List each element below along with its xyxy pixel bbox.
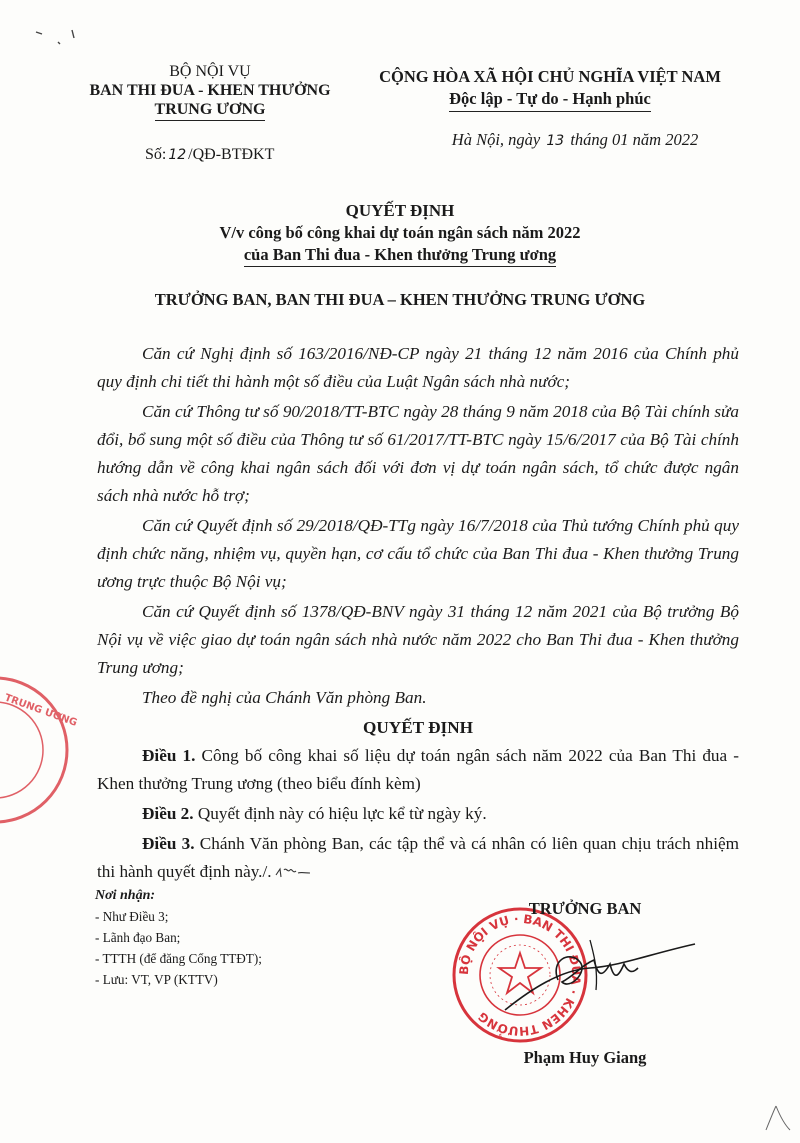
recipients-block: [95, 885, 415, 990]
article-text: Quyết định này có hiệu lực kể từ ngày ký.: [197, 804, 487, 823]
agency-name-line2: TRUNG ƯƠNG: [155, 100, 266, 121]
partial-stamp-icon: [0, 670, 80, 830]
article-label: Điều 1.: [142, 746, 196, 765]
list-item: - Như Điều 3;: [95, 909, 169, 924]
number-value: 12: [168, 147, 187, 163]
article: [97, 800, 739, 828]
signer-name: Phạm Huy Giang: [523, 1048, 647, 1067]
agency-name-line1: BAN THI ĐUA - KHEN THƯỞNG: [89, 82, 331, 99]
corner-mark-icon: [760, 1100, 796, 1138]
national-header: [355, 66, 745, 112]
preamble-item: Căn cứ Nghị định số 163/2016/NĐ-CP ngày 21 tháng 12 năm 2016 của Chính phủ quy định chi tiết thi hành một số điều của Luật Ngân sách nhà nước;: [97, 344, 739, 391]
document-number: [145, 146, 274, 164]
article: [97, 830, 739, 886]
preamble-item: Căn cứ Thông tư số 90/2018/TT-BTC ngày 28 tháng 9 năm 2018 của Bộ Tài chính sửa đổi, bổ sung một số điều của Thông tư số 61/2017/TT-BTC ngày 15/6/2017 của Bộ Tài chính hướng dẫn về công khai ngân sách đối với đơn vị dự toán ngân sách, tổ chức được ngân sách nhà nước hỗ trợ;: [97, 402, 739, 505]
document-title: [0, 200, 800, 267]
list-item: - TTTH (để đăng Cổng TTĐT);: [95, 951, 262, 966]
date-prefix: Hà Nội, ngày: [451, 130, 541, 149]
number-suffix: /QĐ-BTĐKT: [188, 146, 275, 163]
list-item: - Lưu: VT, VP (KTTV): [95, 972, 218, 987]
decision-heading: QUYẾT ĐỊNH: [363, 718, 473, 737]
initial-mark-icon: [274, 865, 312, 879]
article-text: Công bố công khai số liệu dự toán ngân sách năm 2022 của Ban Thi đua - Khen thưởng Trung ương (theo biểu đính kèm): [97, 746, 739, 793]
signer-title: TRƯỞNG BAN: [528, 899, 642, 918]
title-subject-line1: V/v công bố công khai dự toán ngân sách năm 2022: [219, 223, 581, 242]
preamble-item: Căn cứ Quyết định số 1378/QĐ-BNV ngày 31 tháng 12 năm 2021 của Bộ trưởng Bộ Nội vụ về việc giao dự toán ngân sách nhà nước năm 2022 cho Ban Thi đua - Khen thưởng Trung ương;: [97, 602, 739, 677]
scan-mark-icon: [28, 24, 88, 64]
issuing-authority: TRƯỞNG BAN, BAN THI ĐUA – KHEN THƯỞNG TRUNG ƯƠNG: [154, 290, 646, 309]
article-label: Điều 3.: [142, 834, 195, 853]
ministry-name: BỘ NỘI VỤ: [169, 63, 251, 80]
document-body: [97, 340, 739, 888]
date-day: 13: [546, 133, 565, 149]
country-name: CỘNG HÒA XÃ HỘI CHỦ NGHĨA VIỆT NAM: [379, 67, 721, 86]
title-heading: QUYẾT ĐỊNH: [345, 201, 455, 220]
title-subject-line2: của Ban Thi đua - Khen thưởng Trung ương: [244, 244, 556, 267]
date-suffix: tháng 01 năm 2022: [570, 130, 699, 149]
issuing-agency-header: [60, 62, 360, 121]
preamble-item: Theo đề nghị của Chánh Văn phòng Ban.: [142, 688, 427, 707]
stamp-text: BỘ NỘI VỤ · BAN THI ĐUA · KHEN THƯỞNG: [456, 911, 584, 1039]
stamp-edge-text: TRUNG ƯƠNG: [2, 692, 79, 729]
preamble-item: Căn cứ Quyết định số 29/2018/QĐ-TTg ngày 16/7/2018 của Thủ tướng Chính phủ quy định chức năng, nhiệm vụ, quyền hạn, cơ cấu tổ chức của Ban Thi đua - Khen thưởng Trung ương trực thuộc Bộ Nội vụ;: [97, 516, 739, 591]
article-text: Chánh Văn phòng Ban, các tập thể và cá nhân có liên quan chịu trách nhiệm thi hành quyết định này./.: [97, 834, 739, 881]
number-prefix: Số:: [145, 146, 167, 163]
issue-date: [380, 130, 770, 150]
article-label: Điều 2.: [142, 804, 194, 823]
national-motto: Độc lập - Tự do - Hạnh phúc: [449, 88, 651, 112]
list-item: - Lãnh đạo Ban;: [95, 930, 181, 945]
handwritten-signature-icon: [470, 920, 710, 1040]
article: [97, 742, 739, 798]
recipients-title: Nơi nhận:: [95, 888, 156, 903]
